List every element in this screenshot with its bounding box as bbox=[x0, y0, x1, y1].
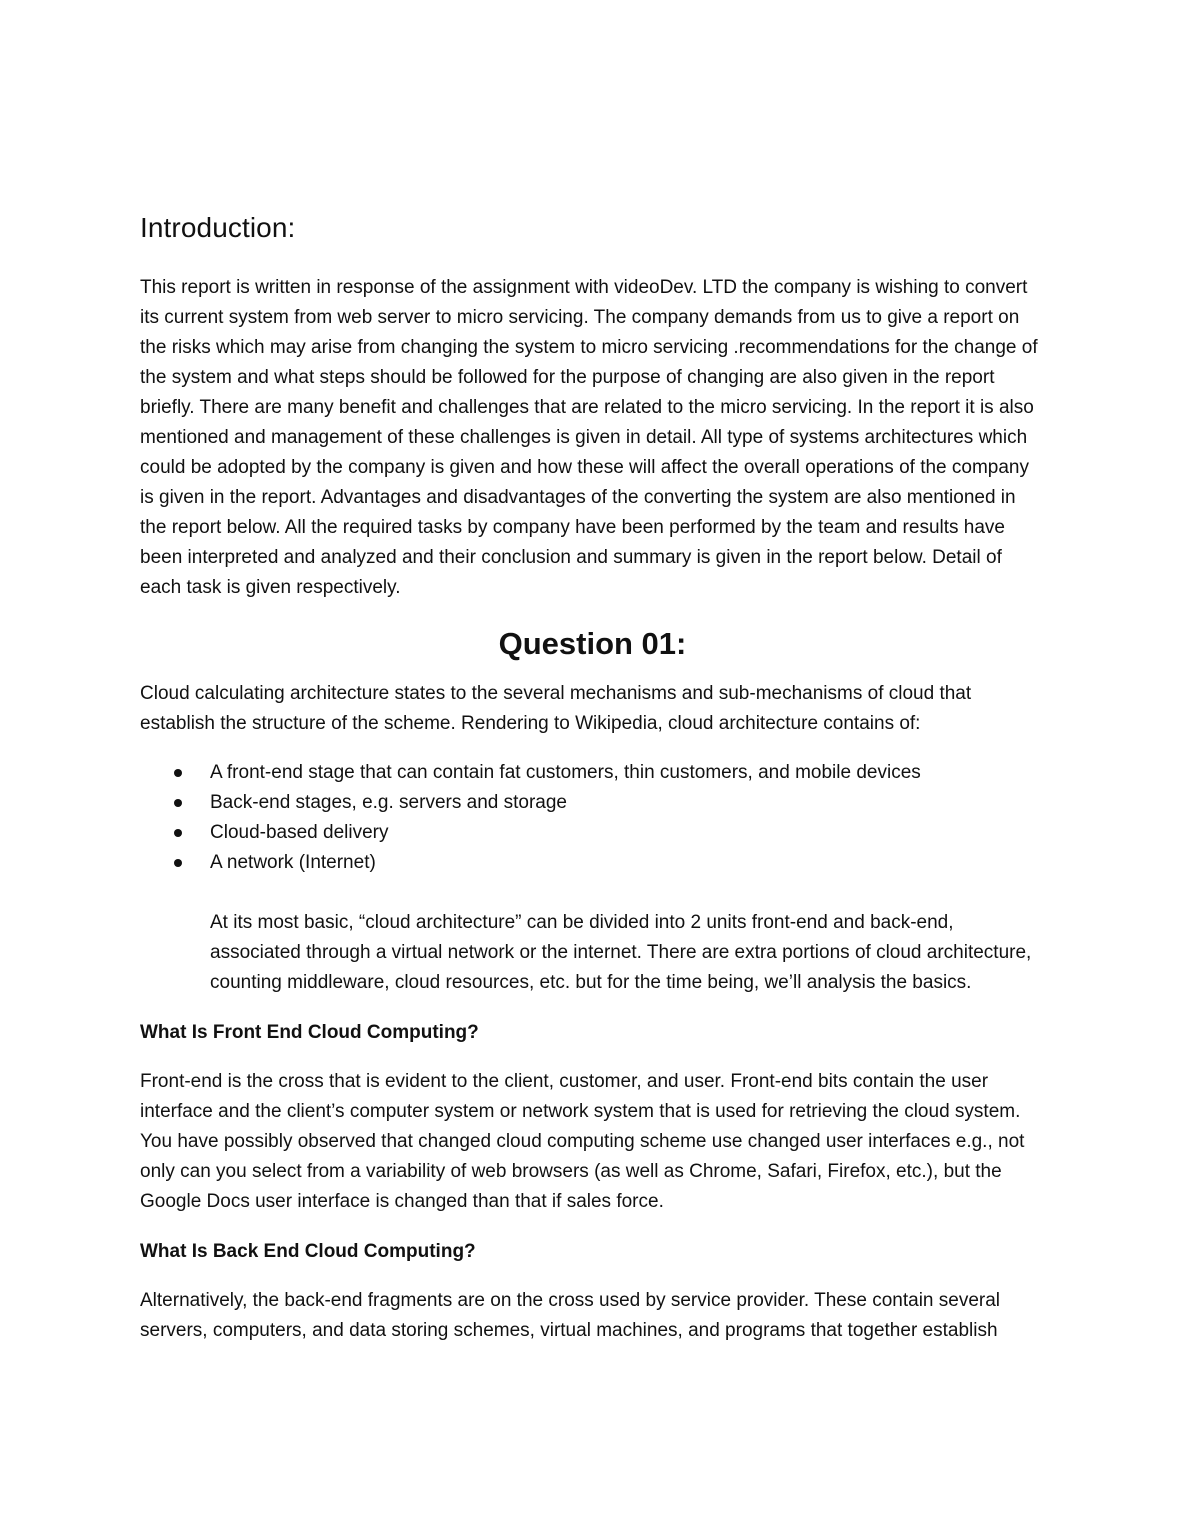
cloud-architecture-list bbox=[140, 758, 1045, 878]
list-item-text: A network (Internet) bbox=[210, 852, 376, 873]
back-end-heading: What Is Back End Cloud Computing? bbox=[140, 1241, 476, 1262]
list-item-text: Back-end stages, e.g. servers and storage bbox=[210, 792, 567, 813]
list-item-text: A front-end stage that can contain fat customers, thin customers, and mobile devices bbox=[210, 762, 921, 783]
front-end-heading: What Is Front End Cloud Computing? bbox=[140, 1022, 479, 1043]
list-item bbox=[210, 818, 1045, 848]
question-01-paragraph: Cloud calculating architecture states to the several mechanisms and sub-mechanisms of cloud that establish the structure of the scheme. Rendering to Wikipedia, cloud architecture contains of: bbox=[140, 683, 972, 734]
front-end-paragraph: Front-end is the cross that is evident to the client, customer, and user. Front-end bits contain the user interface and the client’s computer system or network system that is used for retrieving the cloud system. You have possibly observed that changed cloud computing scheme use changed user interfaces e.g., not only can you select from a variability of web browsers (as well as Chrome, Safari, Firefox, etc.), but the Google Docs user interface is changed than that if sales force. bbox=[140, 1071, 1025, 1212]
bullet-icon bbox=[174, 859, 182, 867]
bullet-icon bbox=[174, 769, 182, 777]
list-item bbox=[210, 848, 1045, 878]
list-item-text: Cloud-based delivery bbox=[210, 822, 389, 843]
bullet-icon bbox=[174, 829, 182, 837]
question-01-heading: Question 01: bbox=[498, 626, 687, 661]
list-item bbox=[210, 788, 1045, 818]
document-body bbox=[140, 208, 1045, 1346]
introduction-paragraph: This report is written in response of the assignment with videoDev. LTD the company is wishing to convert its current system from web server to micro servicing. The company demands from us to give a report on the risks which may arise from changing the system to micro servicing .recommendations for the change of the system and what steps should be followed for the purpose of changing are also given in the report briefly. There are many benefit and challenges that are related to the micro servicing. In the report it is also mentioned and management of these challenges is given in detail. All type of systems architectures which could be adopted by the company is given and how these will affect the overall operations of the company is given in the report. Advantages and disadvantages of the converting the system are also mentioned in the report below. All the required tasks by company have been performed by the team and results have been interpreted and analyzed and their conclusion and summary is given in the report below. Detail of each task is given respectively. bbox=[140, 277, 1038, 598]
bullet-icon bbox=[174, 799, 182, 807]
list-item bbox=[210, 758, 1045, 788]
introduction-heading: Introduction: bbox=[140, 212, 296, 243]
cloud-architecture-basics-paragraph: At its most basic, “cloud architecture” can be divided into 2 units front-end and back-end, associated through a virtual network or the internet. There are extra portions of cloud architecture, counting middleware, cloud resources, etc. but for the time being, we’ll analysis the basics. bbox=[210, 912, 1032, 993]
back-end-paragraph: Alternatively, the back-end fragments are on the cross used by service provider. These contain several servers, computers, and data storing schemes, virtual machines, and programs that together establish bbox=[140, 1290, 1001, 1341]
